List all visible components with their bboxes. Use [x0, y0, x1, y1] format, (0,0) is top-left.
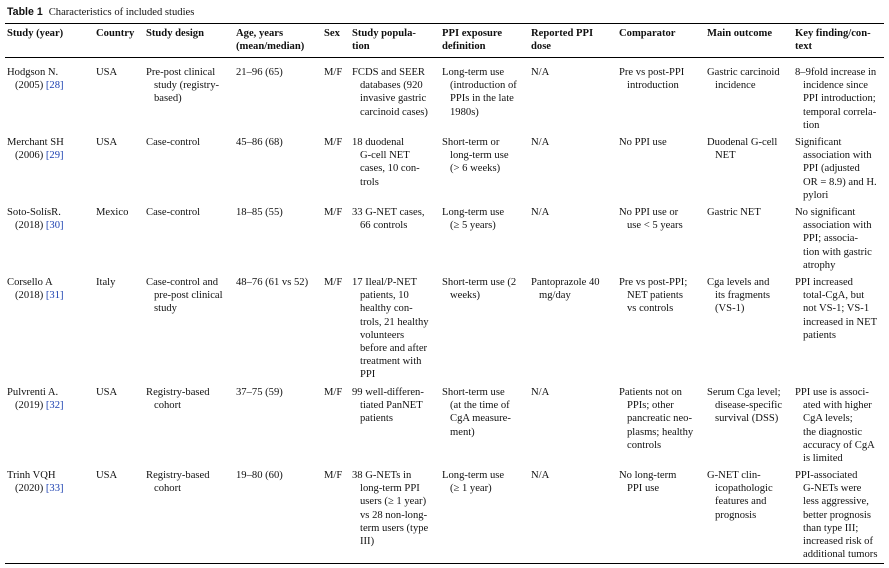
cell-line: FCDS and SEER — [352, 67, 425, 78]
cell-line: weeks) — [450, 290, 481, 302]
sex-cell — [324, 469, 350, 482]
column-header-line: Key finding/con- — [795, 28, 871, 39]
study-cell — [7, 136, 95, 162]
study-cell — [7, 386, 95, 412]
cell-line: Cga levels and — [707, 277, 770, 288]
cell-line: patients — [803, 329, 836, 341]
study-author: Trinh VQH — [7, 470, 56, 481]
column-header — [795, 27, 885, 53]
population-cell — [352, 66, 440, 119]
cell-line: 37–75 (59) — [236, 387, 283, 398]
age-cell — [236, 206, 322, 219]
dose-cell — [531, 469, 617, 482]
cell-line: G-NETs were — [803, 483, 862, 495]
country-cell — [96, 136, 144, 149]
cell-line: 66 controls — [360, 220, 408, 232]
column-header-line: Age, years — [236, 28, 284, 39]
cell-line: PPI-associated — [795, 470, 858, 481]
cell-line: (introduction of — [450, 80, 517, 92]
cell-line: before and after — [360, 343, 428, 355]
age-cell — [236, 276, 322, 289]
cell-line: association with — [803, 150, 872, 162]
reference-link[interactable]: [33] — [45, 483, 64, 495]
country-cell — [96, 469, 144, 482]
cell-line: M/F — [324, 387, 343, 398]
cell-line: Case-control and — [146, 277, 219, 288]
design-cell — [146, 136, 234, 149]
exposure-cell — [442, 469, 529, 495]
cell-line: association with — [803, 220, 872, 232]
cell-line: pre-post clinical — [154, 290, 223, 302]
cell-line: Mexico — [96, 207, 129, 218]
study-cell — [7, 206, 95, 232]
comparator-cell — [619, 469, 705, 495]
study-year-line — [7, 219, 95, 232]
column-header-line: dose — [531, 41, 552, 53]
cell-line: trols, 21 healthy — [360, 316, 429, 328]
cell-line: Patients not on — [619, 387, 682, 398]
column-header — [707, 27, 793, 40]
cell-line: (at the time of — [450, 400, 510, 412]
sex-cell — [324, 206, 350, 219]
column-header-line: Reported PPI — [531, 28, 594, 39]
cell-line: patients, 10 — [360, 290, 409, 302]
cell-line: introduction — [627, 80, 679, 92]
cell-line: USA — [96, 470, 118, 481]
cell-line: USA — [96, 387, 118, 398]
cell-line: controls — [627, 439, 662, 451]
age-cell — [236, 66, 322, 79]
cell-line: long-term PPI — [360, 483, 420, 495]
column-header-line: Main outcome — [707, 28, 773, 39]
cell-line: Long-term use — [442, 470, 505, 481]
cell-line: G-NET clin- — [707, 470, 761, 481]
population-cell — [352, 386, 440, 426]
cell-line: total-CgA, but — [803, 290, 865, 302]
cell-line: Pantoprazole 40 — [531, 277, 600, 288]
reference-link[interactable]: [28] — [45, 80, 64, 92]
cell-line: vs controls — [627, 303, 674, 315]
study-year-line — [7, 149, 95, 162]
column-header-line: Comparator — [619, 28, 676, 39]
cell-line: Significant — [795, 137, 842, 148]
cell-line: Pre vs post-PPI — [619, 67, 685, 78]
sex-cell — [324, 136, 350, 149]
study-cell — [7, 276, 95, 302]
cell-line: 17 Ileal/P-NET — [352, 277, 418, 288]
cell-line: N/A — [531, 207, 550, 218]
cell-line: PPIs in the late — [450, 93, 514, 105]
cell-line: ment) — [450, 426, 475, 438]
cell-line: vs 28 non-long- — [360, 509, 428, 521]
cell-line: PPI use — [627, 483, 660, 495]
cell-line: term users (type — [360, 522, 429, 534]
cell-line: 45–86 (68) — [236, 137, 283, 148]
outcome-cell — [707, 469, 793, 522]
cell-line: cases, 10 con- — [360, 163, 420, 175]
cell-line: patients — [360, 413, 393, 425]
age-cell — [236, 386, 322, 399]
cell-line: features and — [715, 496, 767, 508]
cell-line: USA — [96, 67, 118, 78]
cell-line: tion — [803, 119, 820, 131]
top-rule — [5, 23, 884, 24]
comparator-cell — [619, 66, 705, 92]
cell-line: treatment with — [360, 356, 422, 368]
cell-line: Pre-post clinical — [146, 67, 216, 78]
cell-line: temporal correla- — [803, 106, 877, 118]
cell-line: use < 5 years — [627, 220, 683, 232]
study-author: Pulvrenti A. — [7, 387, 59, 398]
cell-line: N/A — [531, 470, 550, 481]
age-cell — [236, 469, 322, 482]
population-cell — [352, 276, 440, 382]
cell-line: mg/day — [539, 290, 571, 302]
study-year-line — [7, 79, 95, 92]
cell-line: the diagnostic — [803, 426, 863, 438]
cell-line: Serum Cga level; — [707, 387, 781, 398]
cell-line: 19–80 (60) — [236, 470, 283, 481]
exposure-cell — [442, 206, 529, 232]
cell-line: Short-term use — [442, 387, 505, 398]
cell-line: M/F — [324, 277, 343, 288]
study-year-line — [7, 482, 95, 495]
cell-line: tiated PanNET — [360, 400, 423, 412]
country-cell — [96, 276, 144, 289]
cell-line: M/F — [324, 207, 343, 218]
sex-cell — [324, 66, 350, 79]
cell-line: incidence — [715, 80, 756, 92]
cell-line: Gastric NET — [707, 207, 761, 218]
cell-line: Short-term use (2 — [442, 277, 517, 288]
cell-line: Registry-based — [146, 470, 210, 481]
cell-line: Italy — [96, 277, 116, 288]
dose-cell — [531, 136, 617, 149]
column-header-line: Country — [96, 28, 135, 39]
table-number: Table 1 — [7, 6, 43, 18]
cell-line: plasms; healthy — [627, 426, 694, 438]
column-header-line: text — [795, 41, 813, 53]
finding-cell — [795, 66, 885, 132]
cell-line: pylori — [803, 189, 829, 201]
cell-line: additional tumors — [803, 549, 878, 561]
bottom-rule — [5, 563, 884, 564]
cell-line: Case-control — [146, 207, 201, 218]
column-header-line: (mean/median) — [236, 41, 305, 53]
study-year: (2005) — [15, 80, 44, 92]
comparator-cell — [619, 136, 705, 149]
cell-line: Gastric carcinoid — [707, 67, 780, 78]
country-cell — [96, 386, 144, 399]
cell-line: CgA measure- — [450, 413, 511, 425]
column-header-line: Study popula- — [352, 28, 416, 39]
reference-link[interactable]: [29] — [45, 150, 64, 162]
comparator-cell — [619, 206, 705, 232]
country-cell — [96, 66, 144, 79]
design-cell — [146, 469, 234, 495]
cell-line: 21–96 (65) — [236, 67, 283, 78]
finding-cell — [795, 386, 885, 465]
cell-line: disease-specific — [715, 400, 783, 412]
column-header — [236, 27, 322, 53]
country-cell — [96, 206, 144, 219]
cell-line: 18–85 (55) — [236, 207, 283, 218]
cell-line: users (≥ 1 year) — [360, 496, 427, 508]
cell-line: No long-term — [619, 470, 677, 481]
finding-cell — [795, 276, 885, 342]
cell-line: better prognosis — [803, 509, 871, 521]
column-header — [96, 27, 144, 40]
exposure-cell — [442, 276, 529, 302]
cell-line: invasive gastric — [360, 93, 427, 105]
cell-line: PPI increased — [795, 277, 853, 288]
cell-line: Registry-based — [146, 387, 210, 398]
exposure-cell — [442, 136, 529, 176]
comparator-cell — [619, 386, 705, 452]
cell-line: Duodenal G-cell — [707, 137, 778, 148]
table-caption — [7, 6, 194, 19]
cell-line: Long-term use — [442, 67, 505, 78]
dose-cell — [531, 66, 617, 79]
cell-line: NET — [715, 150, 736, 162]
cell-line: long-term use — [450, 150, 509, 162]
study-year: (2018) — [15, 220, 44, 232]
cell-line: atrophy — [803, 259, 836, 271]
cell-line: 38 G-NETs in — [352, 470, 412, 481]
cell-line: increased in NET — [803, 316, 878, 328]
study-author: Hodgson N. — [7, 67, 59, 78]
study-cell — [7, 469, 95, 495]
age-cell — [236, 136, 322, 149]
population-cell — [352, 206, 440, 232]
cell-line: 48–76 (61 vs 52) — [236, 277, 309, 288]
study-author: Merchant SH — [7, 137, 64, 148]
dose-cell — [531, 386, 617, 399]
cell-line: PPIs; other — [627, 400, 674, 412]
dose-cell — [531, 206, 617, 219]
study-year-line — [7, 399, 95, 412]
cell-line: 33 G-NET cases, — [352, 207, 425, 218]
cell-line: PPI — [360, 369, 376, 381]
cell-line: USA — [96, 137, 118, 148]
cell-line: NET patients — [627, 290, 683, 302]
outcome-cell — [707, 276, 793, 316]
dose-cell — [531, 276, 617, 302]
design-cell — [146, 206, 234, 219]
outcome-cell — [707, 386, 793, 426]
column-header-line: Study design — [146, 28, 204, 39]
cell-line: M/F — [324, 137, 343, 148]
cell-line: (≥ 1 year) — [450, 483, 492, 495]
study-year: (2018) — [15, 290, 44, 302]
study-author: Soto-SolísR. — [7, 207, 61, 218]
exposure-cell — [442, 386, 529, 439]
column-header-line: PPI exposure — [442, 28, 503, 39]
outcome-cell — [707, 206, 793, 219]
cell-line: databases (920 — [360, 80, 423, 92]
sex-cell — [324, 276, 350, 289]
column-header-line: Sex — [324, 28, 340, 39]
cell-line: PPI introduction; — [803, 93, 876, 105]
column-header-line: Study (year) — [7, 28, 64, 39]
study-year: (2020) — [15, 483, 44, 495]
cell-line: cohort — [154, 483, 182, 495]
cell-line: its fragments — [715, 290, 771, 302]
reference-link[interactable]: [32] — [45, 400, 64, 412]
population-cell — [352, 136, 440, 189]
cell-line: not VS-1; VS-1 — [803, 303, 870, 315]
cell-line: accuracy of CgA — [803, 439, 875, 451]
cell-line: is limited — [803, 453, 843, 465]
cell-line: icopathologic — [715, 483, 773, 495]
column-header — [7, 27, 95, 40]
cell-line: No PPI use or — [619, 207, 679, 218]
cell-line: N/A — [531, 387, 550, 398]
cell-line: No significant — [795, 207, 856, 218]
column-header — [352, 27, 440, 53]
study-author: Corsello A — [7, 277, 53, 288]
design-cell — [146, 66, 234, 106]
cell-line: 1980s) — [450, 106, 479, 118]
table-title: Characteristics of included studies — [48, 7, 195, 18]
cell-line: N/A — [531, 67, 550, 78]
study-cell — [7, 66, 95, 92]
reference-link[interactable]: [30] — [45, 220, 64, 232]
cell-line: PPI; associa- — [803, 233, 859, 245]
column-header — [146, 27, 234, 40]
cell-line: PPI use is associ- — [795, 387, 869, 398]
population-cell — [352, 469, 440, 548]
column-header — [619, 27, 705, 40]
cell-line: G-cell NET — [360, 150, 410, 162]
cell-line: than type III; — [803, 522, 859, 534]
header-rule — [5, 57, 884, 58]
cell-line: study (registry- — [154, 80, 220, 92]
column-header-line: definition — [442, 41, 486, 53]
cell-line: cohort — [154, 400, 182, 412]
finding-cell — [795, 206, 885, 272]
cell-line: (> 6 weeks) — [450, 163, 501, 175]
study-year: (2019) — [15, 400, 44, 412]
cell-line: pancreatic neo- — [627, 413, 692, 425]
cell-line: PPI (adjusted — [803, 163, 860, 175]
cell-line: study — [154, 303, 177, 315]
cell-line: carcinoid cases) — [360, 106, 428, 118]
cell-line: Case-control — [146, 137, 201, 148]
cell-line: No PPI use — [619, 137, 667, 148]
comparator-cell — [619, 276, 705, 316]
outcome-cell — [707, 66, 793, 92]
column-header — [531, 27, 617, 53]
cell-line: M/F — [324, 67, 343, 78]
study-year-line — [7, 289, 95, 302]
cell-line: increased risk of — [803, 536, 874, 548]
cell-line: M/F — [324, 470, 343, 481]
cell-line: 99 well-differen- — [352, 387, 424, 398]
study-year: (2006) — [15, 150, 44, 162]
column-header — [442, 27, 529, 53]
cell-line: incidence since — [803, 80, 869, 92]
cell-line: N/A — [531, 137, 550, 148]
cell-line: (VS-1) — [715, 303, 745, 315]
sex-cell — [324, 386, 350, 399]
finding-cell — [795, 469, 885, 561]
design-cell — [146, 276, 234, 316]
cell-line: tion with gastric — [803, 246, 872, 258]
cell-line: trols — [360, 176, 379, 188]
cell-line: healthy con- — [360, 303, 413, 315]
cell-line: less aggressive, — [803, 496, 869, 508]
cell-line: survival (DSS) — [715, 413, 779, 425]
cell-line: 18 duodenal — [352, 137, 405, 148]
design-cell — [146, 386, 234, 412]
cell-line: CgA levels; — [803, 413, 853, 425]
cell-line: III) — [360, 536, 375, 548]
column-header-line: tion — [352, 41, 370, 53]
cell-line: Short-term or — [442, 137, 500, 148]
cell-line: ated with higher — [803, 400, 872, 412]
column-header — [324, 27, 350, 40]
cell-line: 8–9fold increase in — [795, 67, 877, 78]
exposure-cell — [442, 66, 529, 119]
cell-line: OR = 8.9) and H. — [803, 176, 877, 188]
cell-line: (≥ 5 years) — [450, 220, 496, 232]
outcome-cell — [707, 136, 793, 162]
cell-line: Pre vs post-PPI; — [619, 277, 688, 288]
reference-link[interactable]: [31] — [45, 290, 64, 302]
cell-line: volunteers — [360, 329, 405, 341]
cell-line: Long-term use — [442, 207, 505, 218]
cell-line: prognosis — [715, 509, 757, 521]
finding-cell — [795, 136, 885, 202]
cell-line: based) — [154, 93, 182, 105]
